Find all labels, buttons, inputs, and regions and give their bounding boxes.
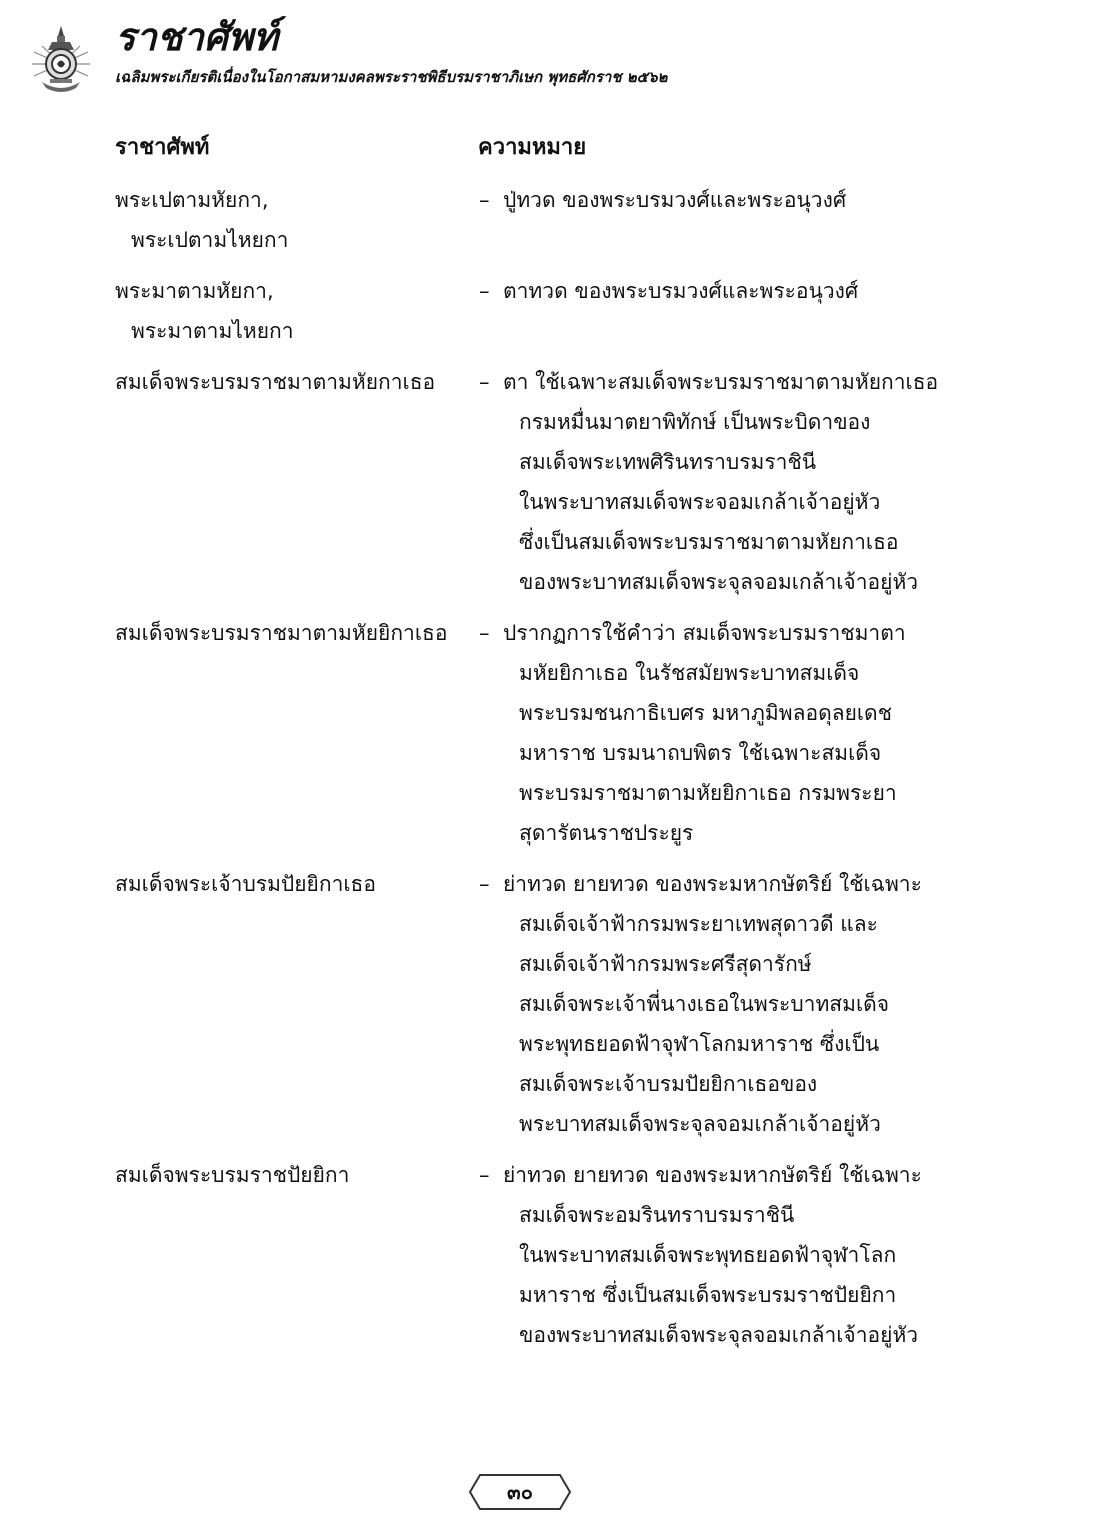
meaning-line: ปู่ทวด ของพระบรมวงศ์และพระอนุวงศ์ xyxy=(503,188,847,212)
meaning-line: พระพุทธยอดฟ้าจุฬาโลกมหาราช ซึ่งเป็น xyxy=(519,1032,880,1056)
meaning-line: สมเด็จพระเจ้าบรมปัยยิกาเธอของ xyxy=(519,1072,818,1096)
meaning-line: กรมหมื่นมาตยาพิทักษ์ เป็นพระบิดาของ xyxy=(519,410,871,434)
entry-term xyxy=(115,864,475,1144)
glossary-list xyxy=(115,180,945,1366)
glossary-entry xyxy=(115,271,945,351)
meaning-line: ย่าทวด ยายทวด ของพระมหากษัตริย์ ใช้เฉพาะ xyxy=(503,872,922,896)
glossary-entry xyxy=(115,864,945,1144)
entry-dash: – xyxy=(479,188,490,212)
meaning-line: มหาราช ซึ่งเป็นสมเด็จพระบรมราชปัยยิกา xyxy=(519,1283,897,1307)
entry-term xyxy=(115,180,475,260)
page-title: ราชาศัพท์ xyxy=(115,15,279,59)
meaning-line: ของพระบาทสมเด็จพระจุลจอมเกล้าเจ้าอยู่หัว xyxy=(519,570,919,594)
term-line: สมเด็จพระบรมราชปัยยิกา xyxy=(115,1163,350,1187)
meaning-line: สุดารัตนราชประยูร xyxy=(519,821,694,845)
entry-meaning xyxy=(503,271,945,351)
glossary-entry xyxy=(115,613,945,853)
page-number-badge xyxy=(466,1471,574,1513)
meaning-line: พระบรมราชมาตามหัยยิกาเธอ กรมพระยา xyxy=(519,781,897,805)
entry-term xyxy=(115,613,475,853)
term-line: สมเด็จพระบรมราชมาตามหัยยิกาเธอ xyxy=(115,621,448,645)
entry-dash: – xyxy=(479,370,490,394)
meaning-line: ตา ใช้เฉพาะสมเด็จพระบรมราชมาตามหัยกาเธอ xyxy=(503,370,939,394)
entry-dash: – xyxy=(479,872,490,896)
meaning-line: สมเด็จพระเทพศิรินทราบรมราชินี xyxy=(519,450,817,474)
entry-term xyxy=(115,1155,475,1355)
meaning-line: มหาราช บรมนาถบพิตร ใช้เฉพาะสมเด็จ xyxy=(519,741,882,765)
entry-meaning xyxy=(503,864,945,1144)
term-line: พระมาตามหัยกา, xyxy=(115,279,274,303)
entry-term xyxy=(115,362,475,602)
entry-term xyxy=(115,271,475,351)
entry-dash: – xyxy=(479,1163,490,1187)
entry-meaning xyxy=(503,180,945,260)
meaning-line: สมเด็จเจ้าฟ้ากรมพระศรีสุดารักษ์ xyxy=(519,952,812,976)
meaning-line: ในพระบาทสมเด็จพระจอมเกล้าเจ้าอยู่หัว xyxy=(519,490,881,514)
term-line: พระมาตามไหยกา xyxy=(131,319,294,343)
meaning-line: สมเด็จพระอมรินทราบรมราชินี xyxy=(519,1203,795,1227)
glossary-entry xyxy=(115,180,945,260)
column-heading-term: ราชาศัพท์ xyxy=(115,135,210,160)
meaning-line: สมเด็จเจ้าฟ้ากรมพระยาเทพสุดาวดี และ xyxy=(519,912,878,936)
entry-meaning xyxy=(503,613,945,853)
glossary-entry xyxy=(115,362,945,602)
entry-meaning xyxy=(503,362,945,602)
entry-dash: – xyxy=(479,621,490,645)
entry-dash: – xyxy=(479,279,490,303)
meaning-line: สมเด็จพระเจ้าพี่นางเธอในพระบาทสมเด็จ xyxy=(519,992,890,1016)
meaning-line: ตาทวด ของพระบรมวงศ์และพระอนุวงศ์ xyxy=(503,279,859,303)
meaning-line: ของพระบาทสมเด็จพระจุลจอมเกล้าเจ้าอยู่หัว xyxy=(519,1323,919,1347)
entry-meaning xyxy=(503,1155,945,1355)
term-line: พระเปตามหัยกา, xyxy=(115,188,269,212)
term-line: สมเด็จพระบรมราชมาตามหัยกาเธอ xyxy=(115,370,436,394)
meaning-line: พระบาทสมเด็จพระจุลจอมเกล้าเจ้าอยู่หัว xyxy=(519,1112,881,1136)
glossary-entry xyxy=(115,1155,945,1355)
page-subtitle: เฉลิมพระเกียรติเนื่องในโอกาสมหามงคลพระราชพิธีบรมราชาภิเษก พุทธศักราช ๒๕๖๒ xyxy=(115,68,668,86)
meaning-line: ย่าทวด ยายทวด ของพระมหากษัตริย์ ใช้เฉพาะ xyxy=(503,1163,922,1187)
meaning-line: ซึ่งเป็นสมเด็จพระบรมราชมาตามหัยกาเธอ xyxy=(519,530,899,554)
page-number: ๓๐ xyxy=(507,1480,533,1504)
meaning-line: ปรากฏการใช้คำว่า สมเด็จพระบรมราชมาตา xyxy=(503,621,906,645)
meaning-line: พระบรมชนกาธิเบศร มหาภูมิพลอดุลยเดช xyxy=(519,701,892,725)
meaning-line: มหัยยิกาเธอ ในรัชสมัยพระบาทสมเด็จ xyxy=(519,661,860,685)
column-heading-meaning: ความหมาย xyxy=(478,135,587,160)
royal-crest-icon xyxy=(30,24,92,94)
term-line: สมเด็จพระเจ้าบรมปัยยิกาเธอ xyxy=(115,872,376,896)
meaning-line: ในพระบาทสมเด็จพระพุทธยอดฟ้าจุฬาโลก xyxy=(519,1243,897,1267)
term-line: พระเปตามไหยกา xyxy=(131,228,289,252)
